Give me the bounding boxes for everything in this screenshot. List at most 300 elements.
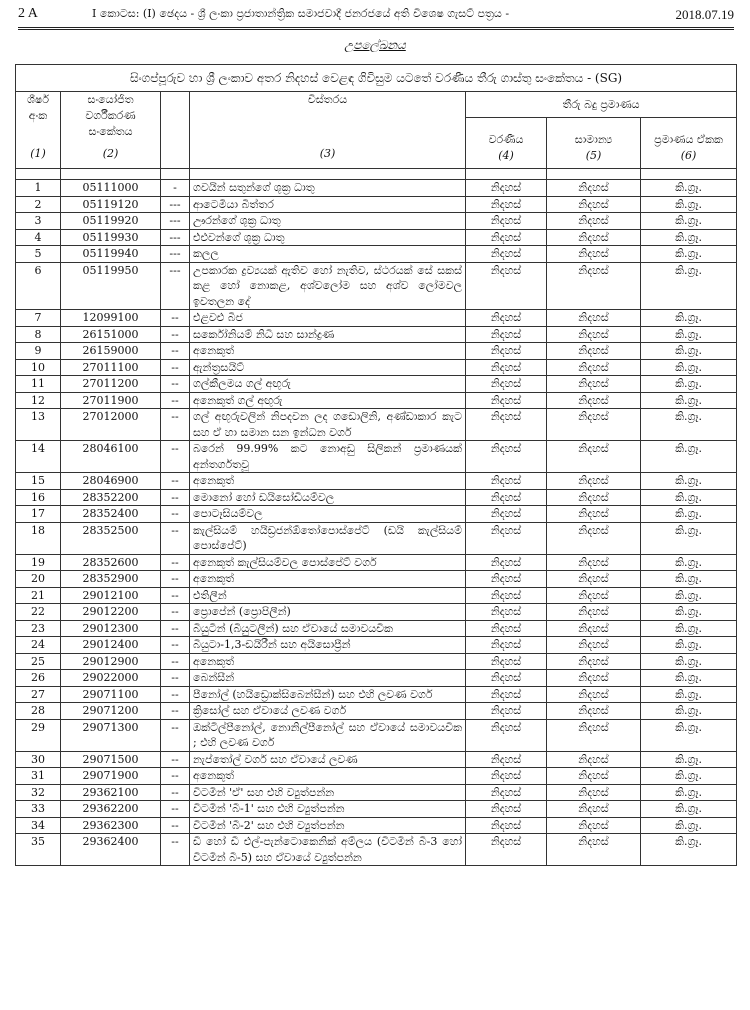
- row-preferential: නිදහස්: [466, 670, 547, 687]
- row-general: නිදහස්: [547, 392, 641, 409]
- row-description: විටමින් 'බී-2' සහ එහි ව්‍යුත්පන්න: [190, 817, 466, 834]
- table-row: [16, 409, 737, 441]
- row-unit: කි.ග්‍රෑ.: [641, 441, 737, 473]
- row-unit: කි.ග්‍රෑ.: [641, 489, 737, 506]
- row-code: 29362200: [61, 801, 161, 818]
- row-description: අනෙකුත්: [190, 768, 466, 785]
- row-number: 7: [16, 310, 61, 327]
- row-unit: කි.ග්‍රෑ.: [641, 376, 737, 393]
- table-row: [16, 522, 737, 554]
- row-unit: කි.ග්‍රෑ.: [641, 473, 737, 490]
- row-general: නිදහස්: [547, 310, 641, 327]
- row-unit: කි.ග්‍රෑ.: [641, 554, 737, 571]
- row-preferential: නිදහස්: [466, 343, 547, 360]
- row-description: අනෙකුත්: [190, 653, 466, 670]
- row-general: නිදහස්: [547, 522, 641, 554]
- row-code: 05119950: [61, 262, 161, 310]
- row-preferential: නිදහස්: [466, 784, 547, 801]
- row-dash: --: [161, 620, 190, 637]
- row-description: සර්කෝනියම් නිධි සහ සාන්ද්‍රණ: [190, 326, 466, 343]
- header-rule-second: [18, 29, 734, 30]
- table-row: [16, 246, 737, 263]
- row-general: නිදහස්: [547, 784, 641, 801]
- row-preferential: නිදහස්: [466, 587, 547, 604]
- row-code: 05119940: [61, 246, 161, 263]
- row-preferential: නිදහස්: [466, 262, 547, 310]
- row-number: 17: [16, 506, 61, 523]
- row-unit: කි.ග්‍රෑ.: [641, 246, 737, 263]
- row-preferential: නිදහස්: [466, 653, 547, 670]
- col-heading-code: [61, 92, 161, 169]
- row-preferential: නිදහස්: [466, 359, 547, 376]
- row-preferential: නිදහස්: [466, 441, 547, 473]
- row-code: 29362300: [61, 817, 161, 834]
- row-unit: කි.ග්‍රෑ.: [641, 834, 737, 866]
- row-general: නිදහස්: [547, 326, 641, 343]
- row-dash: --: [161, 686, 190, 703]
- row-dash: --: [161, 473, 190, 490]
- row-description: බරෙන් 99.99% කට නොඅඩු සිලිකන් ප්‍රමාණයක් අන්තර්ගතවූ: [190, 441, 466, 473]
- row-dash: --: [161, 653, 190, 670]
- row-description: අනෙකුත්: [190, 343, 466, 360]
- gazette-date: 2018.07.19: [675, 7, 734, 22]
- row-code: 26159000: [61, 343, 161, 360]
- row-general: නිදහස්: [547, 196, 641, 213]
- row-unit: කි.ග්‍රෑ.: [641, 587, 737, 604]
- row-general: නිදහස්: [547, 604, 641, 621]
- table-row: [16, 441, 737, 473]
- col-heading-general-label: සාමාන්‍ය: [574, 133, 613, 146]
- row-description: කැල්සියම් හයිඩ්‍රජන්ඕතෝපොස්පේට් (ඩයි කැල්සියම් පොස්පේට්): [190, 522, 466, 554]
- row-unit: කි.ග්‍රෑ.: [641, 801, 737, 818]
- row-general: නිදහස්: [547, 653, 641, 670]
- table-row: [16, 604, 737, 621]
- row-preferential: නිදහස්: [466, 571, 547, 588]
- row-unit: කි.ග්‍රෑ.: [641, 180, 737, 197]
- table-body: [16, 180, 737, 866]
- row-preferential: නිදහස්: [466, 768, 547, 785]
- row-unit: කි.ග්‍රෑ.: [641, 751, 737, 768]
- row-code: 29071500: [61, 751, 161, 768]
- row-code: 29012300: [61, 620, 161, 637]
- row-dash: --: [161, 817, 190, 834]
- table-row: [16, 310, 737, 327]
- row-description: ගවයින් සතුන්ගේ ශුක්‍ර ධාතු: [190, 180, 466, 197]
- row-preferential: නිදහස්: [466, 409, 547, 441]
- row-description: ප්‍රොපේන් (ප්‍රොපිලීන්): [190, 604, 466, 621]
- row-description: ක්‍රිසෝල් සහ ඒවායේ ලවණ වර්ග: [190, 703, 466, 720]
- row-unit: කි.ග්‍රෑ.: [641, 571, 737, 588]
- row-code: 27011900: [61, 392, 161, 409]
- row-code: 28352500: [61, 522, 161, 554]
- col-general-index: (5): [585, 149, 602, 162]
- row-dash: --: [161, 326, 190, 343]
- table-row: [16, 180, 737, 197]
- row-description: අනෙකුත් කැල්සියම්වල පොස්පේට් වර්ග: [190, 554, 466, 571]
- row-number: 18: [16, 522, 61, 554]
- col-heading-number: [16, 92, 61, 169]
- row-description: පීනෝල් (හයිඩ්‍රොක්සිබෙන්සීන්) සහ එහි ලවණ වර්ග: [190, 686, 466, 703]
- row-code: 29071100: [61, 686, 161, 703]
- row-unit: කි.ග්‍රෑ.: [641, 768, 737, 785]
- row-preferential: නිදහස්: [466, 392, 547, 409]
- row-dash: --: [161, 604, 190, 621]
- row-code: 29071200: [61, 703, 161, 720]
- row-number: 34: [16, 817, 61, 834]
- row-dash: --: [161, 522, 190, 554]
- row-dash: --: [161, 801, 190, 818]
- table-row: [16, 489, 737, 506]
- table-row: [16, 392, 737, 409]
- row-description: ඇන්ත්‍රසයිට්: [190, 359, 466, 376]
- row-general: නිදහස්: [547, 834, 641, 866]
- row-general: නිදහස්: [547, 751, 641, 768]
- col-description-index: (3): [319, 147, 336, 160]
- table-row: [16, 768, 737, 785]
- row-description: ඌරන්ගේ ශුක්‍ර ධාතු: [190, 213, 466, 230]
- row-description: බෙන්සීන්: [190, 670, 466, 687]
- row-preferential: නිදහස්: [466, 326, 547, 343]
- row-description: උපකාරක ද්‍රව්‍යයක් ඇතිව හෝ නැතිව, ස්ථරයක් සේ සකස් කළ හෝ නොකළ, අශ්වලෝම සහ අශ්ව ලෝමවල ඉවතලන දේ: [190, 262, 466, 310]
- row-number: 25: [16, 653, 61, 670]
- row-code: 28046100: [61, 441, 161, 473]
- row-number: 28: [16, 703, 61, 720]
- row-code: 12099100: [61, 310, 161, 327]
- row-number: 6: [16, 262, 61, 310]
- col-heading-description-label: විස්තරය: [307, 93, 348, 106]
- table-row: [16, 587, 737, 604]
- row-general: නිදහස්: [547, 343, 641, 360]
- table-row: [16, 554, 737, 571]
- row-dash: --: [161, 784, 190, 801]
- row-general: නිදහස්: [547, 703, 641, 720]
- col-heading-code-label: සංයෝජිත වර්ගීකරණ සංකේතය: [85, 93, 136, 138]
- row-preferential: නිදහස්: [466, 686, 547, 703]
- row-description: අනෙකුත් ගල් අඟුරු: [190, 392, 466, 409]
- row-preferential: නිදහස්: [466, 229, 547, 246]
- row-preferential: නිදහස්: [466, 489, 547, 506]
- row-preferential: නිදහස්: [466, 719, 547, 751]
- table-row: [16, 326, 737, 343]
- row-number: 12: [16, 392, 61, 409]
- row-number: 16: [16, 489, 61, 506]
- row-description: අනෙකුත්: [190, 473, 466, 490]
- col-heading-unit-label: ප්‍රමාණය ඒකක: [654, 133, 723, 146]
- row-dash: --: [161, 571, 190, 588]
- table-row: [16, 834, 737, 866]
- row-number: 23: [16, 620, 61, 637]
- row-preferential: නිදහස්: [466, 522, 547, 554]
- row-code: 29071300: [61, 719, 161, 751]
- row-number: 13: [16, 409, 61, 441]
- row-general: නිදහස්: [547, 554, 641, 571]
- col-heading-preferential-label: වරණීය: [488, 133, 524, 146]
- row-preferential: නිදහස්: [466, 751, 547, 768]
- table-row: [16, 719, 737, 751]
- row-code: 05119920: [61, 213, 161, 230]
- row-dash: --: [161, 343, 190, 360]
- row-description: එළවළු බීජ: [190, 310, 466, 327]
- row-number: 11: [16, 376, 61, 393]
- row-code: 05119930: [61, 229, 161, 246]
- row-code: 28046900: [61, 473, 161, 490]
- row-number: 19: [16, 554, 61, 571]
- row-general: නිදහස්: [547, 719, 641, 751]
- row-code: 29362100: [61, 784, 161, 801]
- row-dash: --: [161, 719, 190, 751]
- row-description: ගල් අඟුරුවලින් නිපදවන ලද ගඩොලිනි, අණ්ඩාකාර කැට සහ ඒ හා සමාන ඝන ඉන්ධන වර්ග: [190, 409, 466, 441]
- row-description: පොටෑසියම්වල: [190, 506, 466, 523]
- row-dash: --: [161, 637, 190, 654]
- row-preferential: නිදහස්: [466, 246, 547, 263]
- row-number: 4: [16, 229, 61, 246]
- col-preferential-index: (4): [498, 149, 514, 162]
- table-row: [16, 571, 737, 588]
- row-description: බියුටා-1,3-ඩයිරීන් සහ අයිසොප්‍රීන්: [190, 637, 466, 654]
- row-unit: කි.ග්‍රෑ.: [641, 392, 737, 409]
- row-preferential: නිදහස්: [466, 554, 547, 571]
- row-unit: කි.ග්‍රෑ.: [641, 229, 737, 246]
- row-number: 2: [16, 196, 61, 213]
- row-dash: --: [161, 751, 190, 768]
- table-row: [16, 473, 737, 490]
- row-general: නිදහස්: [547, 359, 641, 376]
- table-row: [16, 751, 737, 768]
- row-preferential: නිදහස්: [466, 376, 547, 393]
- row-number: 22: [16, 604, 61, 621]
- row-preferential: නිදහස්: [466, 703, 547, 720]
- row-code: 29012100: [61, 587, 161, 604]
- row-number: 35: [16, 834, 61, 866]
- row-dash: ---: [161, 229, 190, 246]
- row-description: කලල: [190, 246, 466, 263]
- row-unit: කි.ග්‍රෑ.: [641, 359, 737, 376]
- row-number: 29: [16, 719, 61, 751]
- col-heading-preferential: [466, 118, 547, 169]
- row-unit: කි.ග්‍රෑ.: [641, 343, 737, 360]
- row-description: ඩී හෝ ඩී එල්-පැන්ටොකෙනික් අම්ලය (විටමින් බී-3 හෝ විටමින් බී-5) සහ ඒවායේ ව්‍යුත්පන්න: [190, 834, 466, 866]
- tariff-table: [15, 64, 737, 866]
- row-preferential: නිදහස්: [466, 834, 547, 866]
- row-general: නිදහස්: [547, 489, 641, 506]
- row-unit: කි.ග්‍රෑ.: [641, 637, 737, 654]
- row-description: ගල්කීලමය ගල් අඟුරු: [190, 376, 466, 393]
- row-code: 05111000: [61, 180, 161, 197]
- row-unit: කි.ග්‍රෑ.: [641, 604, 737, 621]
- table-row: [16, 506, 737, 523]
- table-row: [16, 343, 737, 360]
- row-unit: කි.ග්‍රෑ.: [641, 522, 737, 554]
- row-unit: කි.ග්‍රෑ.: [641, 703, 737, 720]
- table-row: [16, 817, 737, 834]
- row-preferential: නිදහස්: [466, 213, 547, 230]
- header-rule: [18, 27, 734, 28]
- row-unit: කි.ග්‍රෑ.: [641, 686, 737, 703]
- row-number: 8: [16, 326, 61, 343]
- row-code: 29362400: [61, 834, 161, 866]
- row-description: නැප්තෝල් වර්ග සහ ඒවායේ ලවණ: [190, 751, 466, 768]
- row-general: නිදහස්: [547, 246, 641, 263]
- row-unit: කි.ග්‍රෑ.: [641, 784, 737, 801]
- row-unit: කි.ග්‍රෑ.: [641, 719, 737, 751]
- row-preferential: නිදහස්: [466, 506, 547, 523]
- row-unit: කි.ග්‍රෑ.: [641, 653, 737, 670]
- row-code: 29022000: [61, 670, 161, 687]
- row-number: 30: [16, 751, 61, 768]
- row-number: 1: [16, 180, 61, 197]
- row-code: 05119120: [61, 196, 161, 213]
- row-unit: කි.ග්‍රෑ.: [641, 620, 737, 637]
- row-general: නිදහස්: [547, 768, 641, 785]
- col-group-tariff: තීරු බදු ප්‍රමාණය: [466, 92, 737, 118]
- row-unit: කි.ග්‍රෑ.: [641, 262, 737, 310]
- row-general: නිදහස්: [547, 213, 641, 230]
- row-number: 21: [16, 587, 61, 604]
- row-unit: කි.ග්‍රෑ.: [641, 213, 737, 230]
- row-general: නිදහස්: [547, 686, 641, 703]
- row-description: ආටෙමියා බිත්තර: [190, 196, 466, 213]
- row-description: අනෙකුත්: [190, 571, 466, 588]
- table-row: [16, 620, 737, 637]
- row-dash: --: [161, 587, 190, 604]
- col-heading-blank: [161, 92, 190, 169]
- row-dash: ---: [161, 213, 190, 230]
- row-code: 27012000: [61, 409, 161, 441]
- row-unit: කි.ග්‍රෑ.: [641, 196, 737, 213]
- table-row: [16, 670, 737, 687]
- table-row: [16, 376, 737, 393]
- row-number: 15: [16, 473, 61, 490]
- row-general: නිදහස්: [547, 180, 641, 197]
- table-row: [16, 784, 737, 801]
- row-description: ඔක්ටිල්පීනෝල්, නොනිල්පීනෝල් සහ ඒවායේ සමාවයවික ; එහි ලවණ වර්ග: [190, 719, 466, 751]
- col-unit-index: (6): [680, 149, 697, 162]
- row-dash: --: [161, 703, 190, 720]
- row-code: 28352400: [61, 506, 161, 523]
- row-general: නිදහස්: [547, 376, 641, 393]
- col-heading-unit: [641, 118, 737, 169]
- row-general: නිදහස්: [547, 506, 641, 523]
- row-dash: ---: [161, 262, 190, 310]
- row-preferential: නිදහස්: [466, 180, 547, 197]
- table-row: [16, 686, 737, 703]
- row-code: 29071900: [61, 768, 161, 785]
- row-preferential: නිදහස්: [466, 196, 547, 213]
- row-number: 9: [16, 343, 61, 360]
- row-number: 3: [16, 213, 61, 230]
- row-general: නිදහස්: [547, 817, 641, 834]
- row-unit: කි.ග්‍රෑ.: [641, 326, 737, 343]
- row-general: නිදහස්: [547, 409, 641, 441]
- row-general: නිදහස්: [547, 587, 641, 604]
- row-unit: කි.ග්‍රෑ.: [641, 670, 737, 687]
- row-general: නිදහස්: [547, 262, 641, 310]
- table-row: [16, 801, 737, 818]
- col-code-index: (2): [102, 147, 119, 160]
- row-preferential: නිදහස්: [466, 637, 547, 654]
- row-code: 28352900: [61, 571, 161, 588]
- col-heading-general: [547, 118, 641, 169]
- row-dash: --: [161, 359, 190, 376]
- row-dash: --: [161, 554, 190, 571]
- row-code: 28352200: [61, 489, 161, 506]
- table-row: [16, 703, 737, 720]
- row-dash: --: [161, 768, 190, 785]
- col-number-index: (1): [30, 147, 46, 160]
- row-description: එළුවන්ගේ ශුක්‍ර ධාතු: [190, 229, 466, 246]
- col-heading-description: [190, 92, 466, 169]
- row-dash: --: [161, 392, 190, 409]
- row-dash: --: [161, 409, 190, 441]
- row-description: මොනෝ හෝ ඩයිසෝඩියම්වල: [190, 489, 466, 506]
- row-dash: ---: [161, 196, 190, 213]
- header-spacer-row: [16, 169, 737, 180]
- row-code: 29012400: [61, 637, 161, 654]
- row-general: නිදහස්: [547, 441, 641, 473]
- row-dash: --: [161, 310, 190, 327]
- appendix-title: උපලේඛනය: [344, 38, 406, 52]
- row-dash: -: [161, 180, 190, 197]
- row-preferential: නිදහස්: [466, 473, 547, 490]
- table-row: [16, 196, 737, 213]
- row-general: නිදහස්: [547, 637, 641, 654]
- row-unit: කි.ග්‍රෑ.: [641, 409, 737, 441]
- issue-line: I කොටස: (I) ඡෙදය - ශ්‍රී ලංකා ප්‍රජාතාන්ත්‍රික සමාජවාදී ජනරජයේ අති විශෙෂ ගැසට් පත්‍රය -: [92, 7, 510, 20]
- table-row: [16, 637, 737, 654]
- row-number: 20: [16, 571, 61, 588]
- table-row: [16, 359, 737, 376]
- row-dash: --: [161, 376, 190, 393]
- appendix-heading: [0, 38, 750, 53]
- row-unit: කි.ග්‍රෑ.: [641, 310, 737, 327]
- row-code: 26151000: [61, 326, 161, 343]
- row-description: බියුටීන් (බියුටලීන්) සහ ඒවායේ සමාවයවික: [190, 620, 466, 637]
- row-unit: කි.ග්‍රෑ.: [641, 817, 737, 834]
- row-dash: --: [161, 441, 190, 473]
- row-dash: --: [161, 506, 190, 523]
- row-code: 29012200: [61, 604, 161, 621]
- row-code: 27011100: [61, 359, 161, 376]
- row-description: විටමින් 'බී-1' සහ එහි ව්‍යුත්පන්න: [190, 801, 466, 818]
- col-heading-number-label: ශීර්ෂ අංක: [27, 93, 49, 122]
- row-code: 29012900: [61, 653, 161, 670]
- table-row: [16, 229, 737, 246]
- row-description: එතිලීන්: [190, 587, 466, 604]
- row-general: නිදහස්: [547, 670, 641, 687]
- row-preferential: නිදහස්: [466, 817, 547, 834]
- row-number: 5: [16, 246, 61, 263]
- row-dash: --: [161, 834, 190, 866]
- table-row: [16, 262, 737, 310]
- row-preferential: නිදහස්: [466, 801, 547, 818]
- row-number: 31: [16, 768, 61, 785]
- table-row: [16, 213, 737, 230]
- row-number: 27: [16, 686, 61, 703]
- row-dash: ---: [161, 246, 190, 263]
- row-unit: කි.ග්‍රෑ.: [641, 506, 737, 523]
- row-number: 33: [16, 801, 61, 818]
- row-number: 26: [16, 670, 61, 687]
- row-general: නිදහස්: [547, 620, 641, 637]
- row-general: නිදහස්: [547, 473, 641, 490]
- page-header: [18, 6, 734, 24]
- row-code: 27011200: [61, 376, 161, 393]
- row-dash: --: [161, 489, 190, 506]
- row-preferential: නිදහස්: [466, 604, 547, 621]
- row-dash: --: [161, 670, 190, 687]
- row-code: 28352600: [61, 554, 161, 571]
- row-general: නිදහස්: [547, 571, 641, 588]
